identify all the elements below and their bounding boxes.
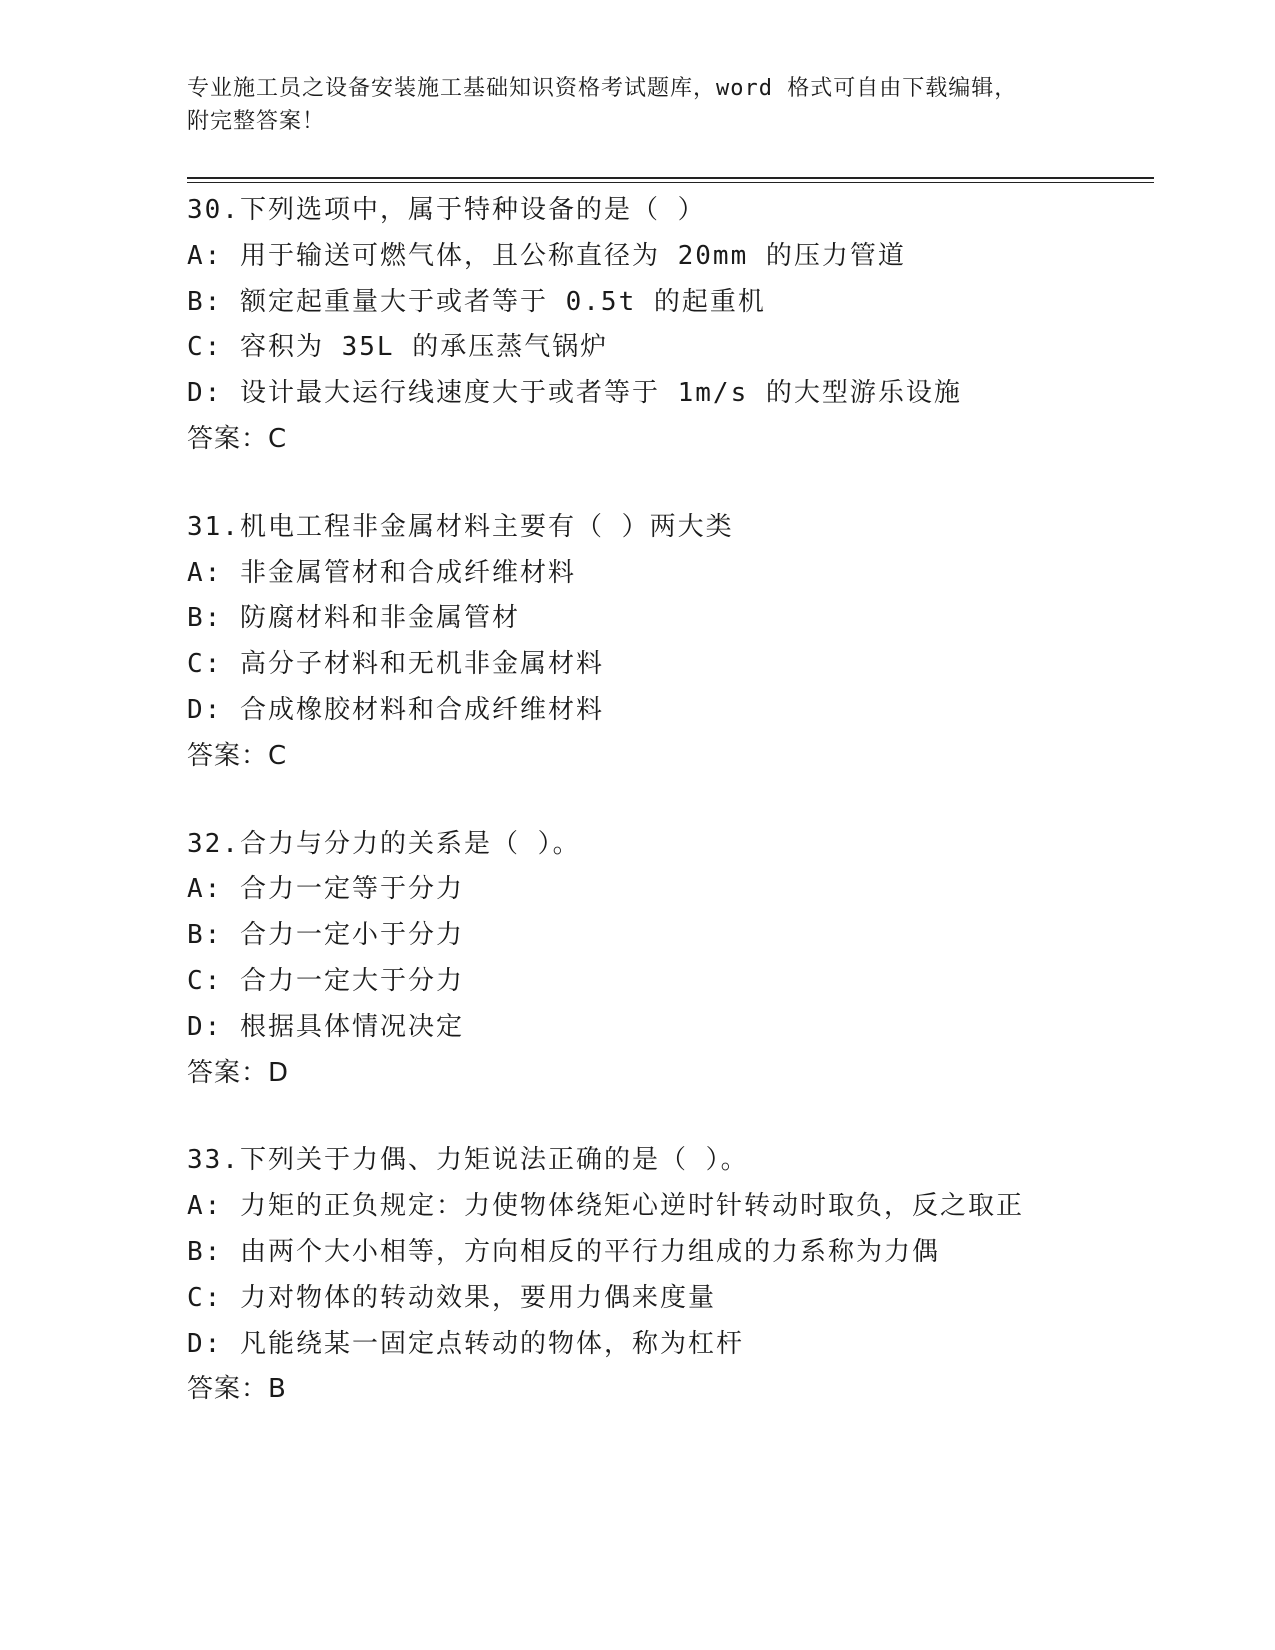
question-30 xyxy=(187,188,1147,463)
option-a: A: 用于输送可燃气体，且公称直径为 20mm 的压力管道 xyxy=(187,240,906,271)
option-d: D: 根据具体情况决定 xyxy=(187,1011,464,1042)
option-d: D: 合成橡胶材料和合成纤维材料 xyxy=(187,694,604,725)
option-b: B: 由两个大小相等，方向相反的平行力组成的力系称为力偶 xyxy=(187,1236,940,1267)
option-d: D: 设计最大运行线速度大于或者等于 1m/s 的大型游乐设施 xyxy=(187,378,962,409)
answer-label: 答案：C xyxy=(187,423,288,454)
option-a: A: 合力一定等于分力 xyxy=(187,874,464,905)
header-line-1: 专业施工员之设备安装施工基础知识资格考试题库，word 格式可自由下载编辑， xyxy=(187,76,1018,101)
question-31 xyxy=(187,505,1147,780)
question-list xyxy=(187,188,1147,1455)
answer-label: 答案：D xyxy=(187,1057,290,1088)
answer-label: 答案：B xyxy=(187,1374,287,1405)
question-stem: 30.下列选项中，属于特种设备的是（ ） xyxy=(187,195,706,225)
question-32 xyxy=(187,822,1147,1097)
option-d: D: 凡能绕某一固定点转动的物体，称为杠杆 xyxy=(187,1328,744,1359)
option-c: C: 力对物体的转动效果，要用力偶来度量 xyxy=(187,1282,716,1313)
document-header xyxy=(187,72,1067,138)
question-stem: 32.合力与分力的关系是（ ）。 xyxy=(187,828,581,859)
option-b: B: 合力一定小于分力 xyxy=(187,920,464,951)
question-stem: 33.下列关于力偶、力矩说法正确的是（ ）。 xyxy=(187,1145,749,1176)
header-line-2: 附完整答案！ xyxy=(187,109,326,134)
question-33 xyxy=(187,1138,1147,1413)
option-b: B: 防腐材料和非金属管材 xyxy=(187,603,520,634)
option-c: C: 容积为 35L 的承压蒸气锅炉 xyxy=(187,332,609,363)
option-a: A: 非金属管材和合成纤维材料 xyxy=(187,557,576,588)
header-divider-thin xyxy=(187,182,1154,183)
question-stem: 31.机电工程非金属材料主要有（ ）两大类 xyxy=(187,511,734,542)
option-c: C: 合力一定大于分力 xyxy=(187,965,464,996)
option-a: A: 力矩的正负规定：力使物体绕矩心逆时针转动时取负，反之取正 xyxy=(187,1191,1024,1222)
option-b: B: 额定起重量大于或者等于 0.5t 的起重机 xyxy=(187,286,766,317)
header-divider-thick xyxy=(187,177,1154,179)
option-c: C: 高分子材料和无机非金属材料 xyxy=(187,649,604,680)
answer-label: 答案：C xyxy=(187,740,288,771)
